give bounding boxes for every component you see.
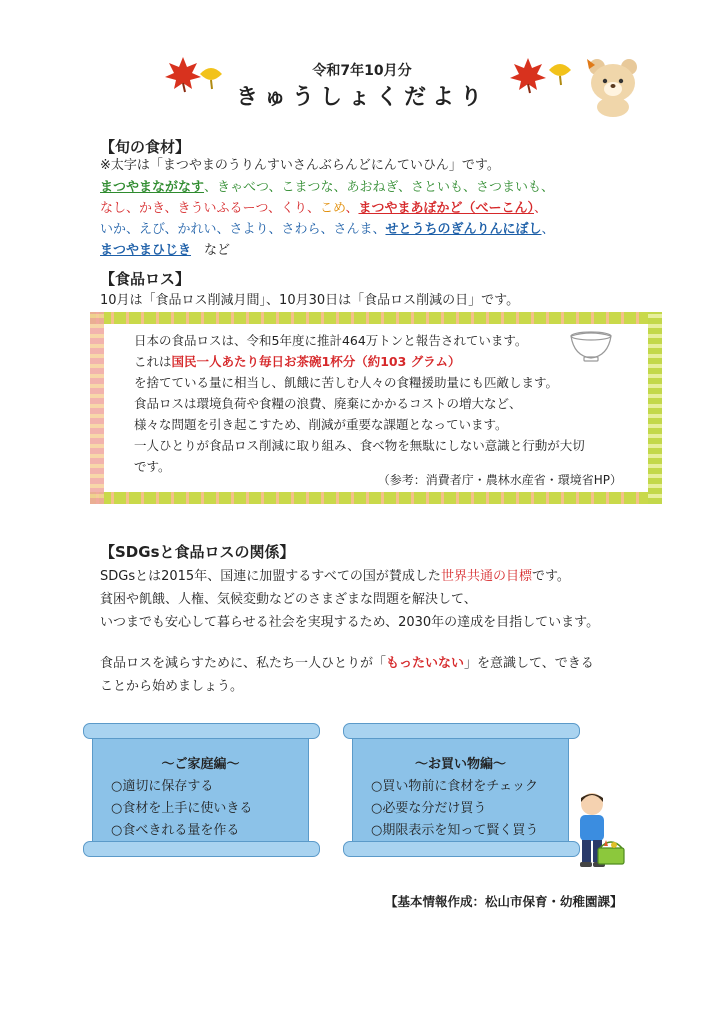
child-shopping-illustration-icon <box>570 790 630 880</box>
seasonal-food-segment: せとうちのぎんりんにぼし <box>385 222 542 237</box>
sdgs-line-5: ことから始めましょう。 <box>100 679 244 694</box>
home-tip-3: ○食べきれる量を作る <box>111 823 240 838</box>
food-loss-text-3: を捨てている量に相当し、飢餓に苦しむ人々の食糧援助量にも匹敵します。 <box>134 375 559 390</box>
sdgs-heading: 【SDGsと食品ロスの関係】 <box>100 543 295 561</box>
seasonal-food-segment: 、 <box>541 222 555 237</box>
seasonal-food-segment: など <box>191 243 231 258</box>
food-loss-highlight: 国民一人あたり毎日お茶碗1杯分（約103 グラム） <box>171 354 461 369</box>
food-loss-text-7: です。 <box>134 459 171 474</box>
shopping-tip-3: ○期限表示を知って賢く買う <box>371 823 539 838</box>
sdgs-line-3: いつまでも安心して暮らせる社会を実現するため、2030年の達成を目指しています。 <box>100 615 600 630</box>
food-loss-source: （参考：消費者庁・農林水産省・環境省HP） <box>377 473 622 487</box>
home-tip-1: ○適切に保存する <box>111 779 214 794</box>
food-loss-text-1: 日本の食品ロスは、令和5年度に推計464万トンと報告されています。 <box>134 333 528 348</box>
home-tip-2: ○食材を上手に使いきる <box>111 801 253 816</box>
sdgs-line-1: SDGsとは2015年、国連に加盟するすべての国が賛成した世界共通の目標です。 <box>100 569 570 584</box>
food-loss-text-6: 一人ひとりが食品ロス削減に取り組み、食べ物を無駄にしない意識と行動が大切 <box>134 438 585 453</box>
food-loss-text-5: 様々な問題を引き起こすため、削減が重要な課題となっています。 <box>134 417 508 432</box>
footer-credit: 【基本情報作成：松山市保育・幼稚園課】 <box>385 894 623 909</box>
seasonal-food-segment: なし、かき、きういふるーつ、くり、 <box>100 201 320 216</box>
newsletter-title: きゅうしょくだより <box>235 85 488 110</box>
seasonal-intro: ※太字は「まつやまのうりんすいさんぶらんどにんていひん」です。 <box>100 158 500 173</box>
home-tips-scroll <box>92 730 309 850</box>
food-loss-text-2: これは国民一人あたり毎日お茶碗1杯分（約103 グラム） <box>134 354 461 369</box>
sdgs-line-2: 貧困や飢餓、人権、気候変動などのさまざまな問題を解決して、 <box>100 592 477 607</box>
seasonal-heading: 【旬の食材】 <box>100 138 191 156</box>
food-loss-heading: 【食品ロス】 <box>100 270 191 288</box>
food-loss-text-4: 食品ロスは環境負荷や食糧の浪費、廃棄にかかるコストの増大など、 <box>134 396 522 411</box>
home-tips-title: ～ご家庭編～ <box>161 757 240 772</box>
issue-subtitle: 令和7年10月分 <box>312 63 412 79</box>
seasonal-food-segment: いか、えび、かれい、さより、さわら、さんま、 <box>100 222 386 237</box>
shopping-tips-scroll <box>352 730 569 850</box>
shopping-tips-title: ～お買い物編～ <box>414 757 506 772</box>
seasonal-food-segment: まつやまあぼかど（べーこん） <box>358 201 534 216</box>
seasonal-food-segment: まつやまひじき <box>100 243 192 258</box>
seasonal-food-segment: まつやまながなす <box>100 180 205 195</box>
shopping-tip-1: ○買い物前に食材をチェック <box>371 779 538 794</box>
seasonal-line-2 <box>100 198 547 219</box>
sdgs-line-4: 食品ロスを減らすために、私たち一人ひとりが「もったいない」を意識して、できる <box>100 656 594 671</box>
food-loss-box <box>90 312 662 504</box>
seasonal-food-segment: こめ <box>319 201 346 216</box>
seasonal-line-1 <box>100 177 554 198</box>
seasonal-food-segment: 、 <box>345 201 359 216</box>
seasonal-line-4 <box>100 240 230 261</box>
food-loss-intro: 10月は「食品ロス削減月間」、10月30日は「食品ロス削減の日」です。 <box>100 293 520 308</box>
sdgs-global-goal: 世界共通の目標 <box>440 569 532 584</box>
mottainai-text: もったいない <box>386 656 465 671</box>
shopping-tip-2: ○必要な分だけ買う <box>371 801 487 816</box>
seasonal-food-segment: 、きゃべつ、こまつな、あおねぎ、さといも、さつまいも、 <box>204 180 554 195</box>
seasonal-line-3 <box>100 219 555 240</box>
seasonal-food-segment: 、 <box>533 201 547 216</box>
